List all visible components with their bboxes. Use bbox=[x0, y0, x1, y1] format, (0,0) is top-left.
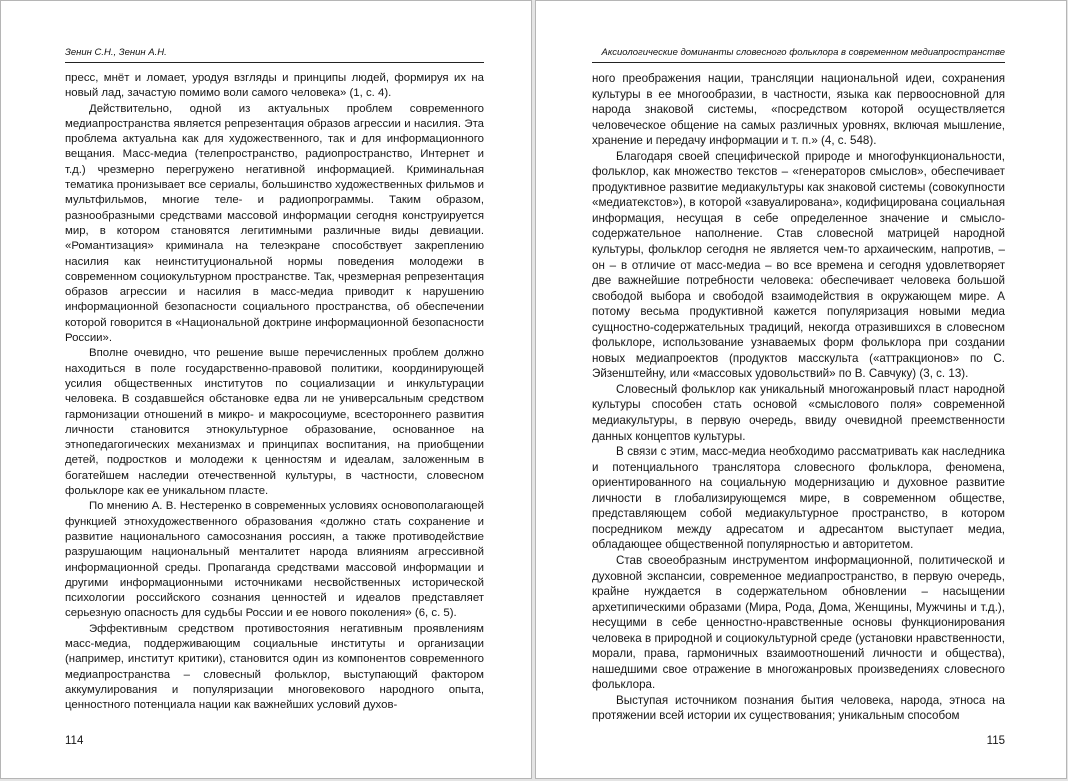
right-paragraph-6: Выступая источником познания бытия человека, народа, этноса на протяжении всей истории их существования; уникальным способом bbox=[592, 693, 1005, 723]
right-paragraph-4: В связи с этим, масс-медиа необходимо рассматривать как наследника и потенциального транслятора словесного фольклора, феномена, ориентированного на социальную модернизацию и духовное развитие личности в глобализирующемся мире, в современном обществе, представляющем собой медиакультурное пространство, в котором посредником между адресатом и адресантом выступает медиа, обладающее общественной популярностью и авторитетом. bbox=[592, 445, 1005, 552]
right-paragraph-1: ного преображения нации, трансляции национальной идеи, сохранения культуры в ее многообразии, в частности, языка как первоосновной для народа знаковой системы, «посредством которой осуществляется человеческое общение на самых различных уровнях, включая мышление, хранение и передачу информации и т. п.» (4, с. 548). bbox=[592, 72, 1005, 148]
left-paragraph-3: Вполне очевидно, что решение выше перечисленных проблем должно находиться в поле государственно-правовой политики, координирующей усилия общественных институтов по социализации и инкультурации человека. В создавшейся обстановке едва ли не универсальным средством гармонизации отношений в микро- и макросоциуме, всестороннего развития личности становится этнокультурное образование, основанное на этнопедагогических механизмах и принципах воспитания, на приобщении детей, подростков и молодежи к ценностям и идеалам, заложенным в богатейшем наследии отечественной культуры, в частности, словесном фольклоре как ее уникальном пласте. bbox=[65, 347, 484, 498]
left-body-text bbox=[65, 71, 484, 713]
right-page bbox=[535, 0, 1067, 779]
right-paragraph-2: Благодаря своей специфической природе и многофункциональности, фольклор, как множество текстов – «генераторов смыслов», обеспечивает продуктивное развитие медиакультуры как знаковой системы (совокупности «медиатекстов»), в которой «завуалирована», кодифицирована социальная информация, несущая в себе определенное значение и смысло-содержательное наполнение. Став словесной матрицей народной культуры, фольклор сегодня не является чем-то архаическим, напротив, – он – в отличие от масс-медиа – во все времена и сегодня удовлетворяет две важнейшие потребности человека: обеспечивает человека большой свободой выбора и свободой взаимодействия в окружающем мире. А потому весьма продуктивной кажется популяризация новыми медиа сущностно-содержательных традиций, некогда отразившихся в словесном фольклоре, использование узнаваемых форм фольклора при создании новых медиапроектов (продуктов масскульта («аттракционов» по С. Эйзенштейну, или «массовых удовольствий» по В. Савчуку) (3, с. 13). bbox=[592, 149, 1005, 381]
right-body-text bbox=[592, 71, 1005, 724]
left-page bbox=[0, 0, 532, 779]
left-paragraph-5: Эффективным средством противостояния негативным проявлениям масс-медиа, поддерживающим социальные институты и организации (например, институт критики), становится один из компонентов современного медиапространства – словесный фольклор, выступающий фактором аккумулирования и популяризации многовекового народного опыта, ценностного потенциала нации как важнейших условий духов- bbox=[65, 622, 484, 712]
left-header-rule bbox=[65, 62, 484, 63]
right-page-number: 115 bbox=[986, 735, 1005, 747]
right-paragraph-3: Словесный фольклор как уникальный многожанровый пласт народной культуры способен стать основой «смыслового поля» современной медиакультуры, в первую очередь, ввиду очевидной преемственности данных концептов культуры. bbox=[592, 382, 1005, 443]
left-paragraph-2: Действительно, одной из актуальных проблем современного медиапространства является репрезентация образов агрессии и насилия. Эта проблема актуальна как для художественного, так и для информационного вещания. Масс-медиа (телепространство, радиопространство, Интернет и т.д.) чрезмерно перегружено негативной информацией. Криминальная тематика пронизывает все сериалы, большинство художественных фильмов и мультфильмов, многие теле- и радиопрограммы. Таким образом, разнообразными средствами массовой информации сегодня конструируется мир, в котором становятся легитимными различные виды девиации. «Романтизация» криминала на телеэкране способствует закреплению насилия как неинституциональной нормы поведения молодежи в современном социокультурном пространстве. Так, чрезмерная репрезентация образов агрессии и насилия в масс-медиа приводит к нарушению информационной безопасности социального пространства, об обеспечении которой говорится в «Национальной доктрине информационной безопасности России». bbox=[65, 102, 484, 345]
left-page-number: 114 bbox=[65, 735, 84, 747]
right-paragraph-5: Став своеобразным инструментом информационной, политической и духовной экспансии, современное медиапространство, в первую очередь, крайне нуждается в содержательном обновлении – насыщении архетипическими образами (Мира, Рода, Дома, Женщины, Мужчины и т.д.), несущими в себе ценностно-нравственные основы функционирования человека в природной и социокультурной среде (установки нравственности, морали, права, гармоничных взаимоотношений личности и общества), нашедшими свое отражение в многожанровых произведениях словесного фольклора. bbox=[592, 553, 1005, 692]
left-paragraph-4: По мнению А. В. Нестеренко в современных условиях основополагающей функцией этнохудожественного образования «должно стать сохранение и развитие национального самосознания россиян, а также противодействие разрушающим национальный менталитет народа влияниям агрессивной информационной среды. Пропаганда средствами массовой информации и другими информационными источниками несвойственных исторической психологии российского сознания ценностей и идеалов представляет серьезную опасность для судьбы России и ее нового поколения» (6, с. 5). bbox=[65, 500, 484, 620]
right-running-head: Аксиологические доминанты словесного фольклора в современном медиапространстве bbox=[601, 47, 1005, 58]
left-running-head: Зенин С.Н., Зенин А.Н. bbox=[65, 47, 167, 58]
left-paragraph-1: пресс, мнёт и ломает, уродуя взгляды и принципы людей, формируя их на новый лад, зачастую помимо воли самого человека» (1, с. 4). bbox=[65, 72, 484, 100]
right-header-rule bbox=[592, 62, 1005, 63]
